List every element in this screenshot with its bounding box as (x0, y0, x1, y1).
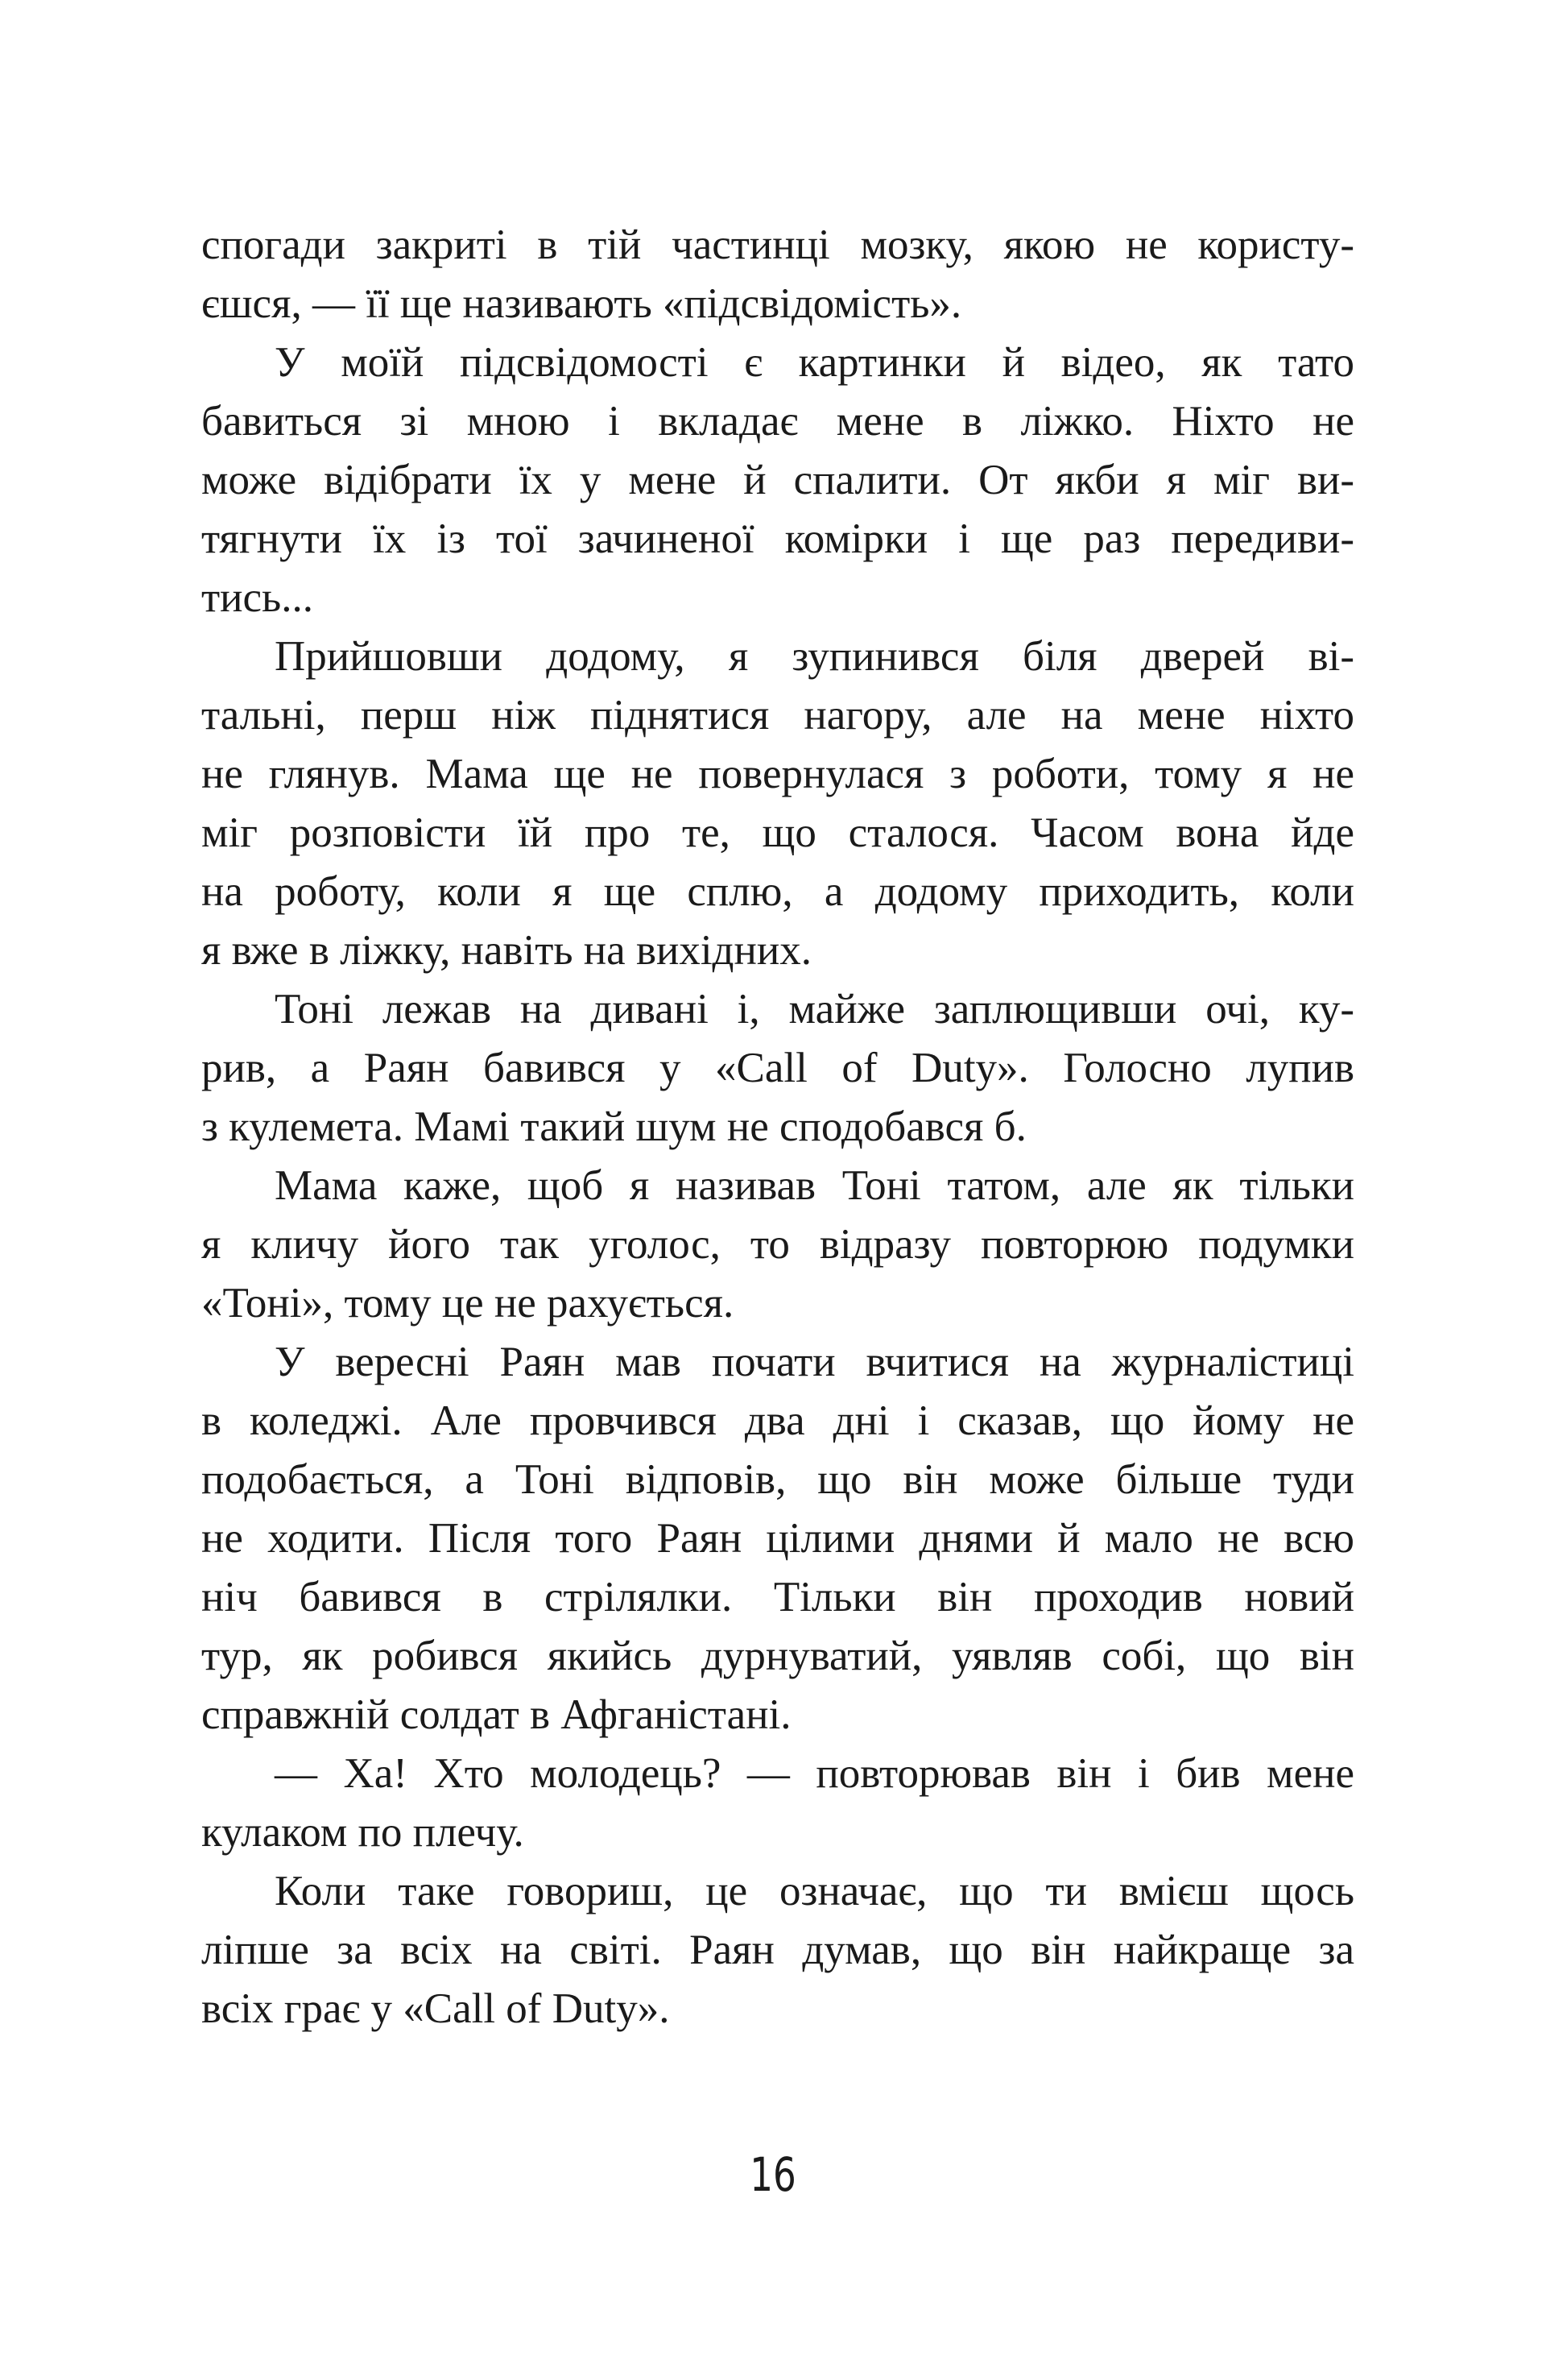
text-line: тись... (201, 574, 313, 621)
text-line: бавиться зі мною і вкладає мене в ліжко. Ніхто не (201, 398, 1354, 445)
body-text (201, 216, 1354, 2039)
text-line: з кулемета. Мамі такий шум не сподобався б. (201, 1103, 1027, 1150)
page-number: 16 (750, 2147, 796, 2202)
text-line: в коледжі. Але провчився два дні і сказав, що йому не (201, 1397, 1354, 1444)
text-line: я вже в ліжку, навіть на вихідних. (201, 927, 812, 974)
paragraph-first-line: Прийшовши додому, я зупинився біля дверей ві- (275, 633, 1354, 680)
text-line: ліпше за всіх на світі. Раян думав, що він найкраще за (201, 1927, 1354, 1973)
paragraph-first-line: У моїй підсвідомості є картинки й відео, як тато (275, 339, 1354, 386)
paragraph-first-line: У вересні Раян мав почати вчитися на журналістиці (275, 1339, 1354, 1385)
text-line: може відібрати їх у мене й спалити. От якби я міг ви- (201, 457, 1354, 503)
text-line: тальні, перш ніж піднятися нагору, але на мене ніхто (201, 692, 1354, 739)
paragraph-first-line: Коли таке говориш, це означає, що ти вмієш щось (275, 1868, 1354, 1914)
text-line: єшся, — її ще називають «підсвідомість». (201, 280, 962, 327)
text-line: міг розповісти їй про те, що сталося. Часом вона йде (201, 809, 1354, 856)
text-line: тягнути їх із тої зачиненої комірки і ще раз передиви- (201, 515, 1354, 562)
text-line: тур, як робився якийсь дурнуватий, уявляв собі, що він (201, 1633, 1354, 1679)
text-line: на роботу, коли я ще сплю, а додому приходить, коли (201, 868, 1354, 915)
text-line: кулаком по плечу. (201, 1809, 524, 1856)
text-line: подобається, а Тоні відповів, що він може більше туди (201, 1456, 1354, 1503)
dialogue-line: — Ха! Хто молодець? — повторював він і бив мене (275, 1750, 1354, 1797)
text-line: не глянув. Мама ще не повернулася з роботи, тому я не (201, 751, 1354, 797)
text-line: справжній солдат в Афганістані. (201, 1691, 792, 1738)
paragraph-first-line: Мама каже, щоб я називав Тоні татом, але як тільки (275, 1162, 1354, 1209)
text-line: я кличу його так уголос, то відразу повторюю подумки (201, 1221, 1354, 1268)
text-line: «Тоні», тому це не рахується. (201, 1280, 734, 1327)
text-line: ніч бавився в стрілялки. Тільки він проходив новий (201, 1574, 1354, 1620)
text-line: всіх грає у «Call of Duty». (201, 1985, 670, 2032)
text-line: не ходити. Після того Раян цілими днями й мало не всю (201, 1515, 1354, 1562)
paragraph-first-line: Тоні лежав на дивані і, майже заплющивши очі, ку- (275, 986, 1354, 1033)
text-line: рив, а Раян бавився у «Call of Duty». Голосно лупив (201, 1045, 1354, 1091)
text-line: спогади закриті в тій частинці мозку, якою не користу- (201, 221, 1354, 268)
